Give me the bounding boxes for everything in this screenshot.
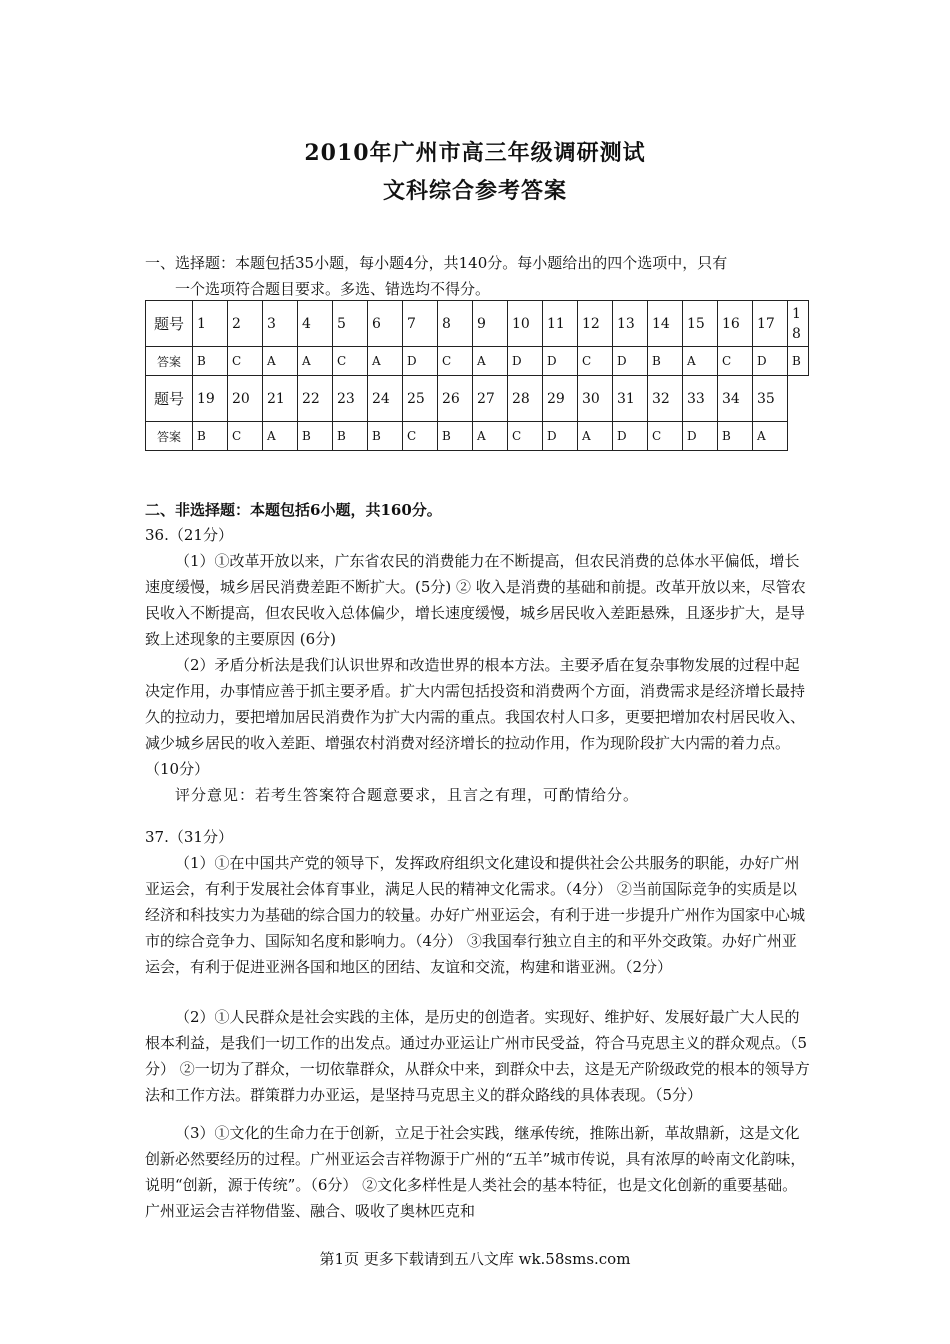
section2-heading: 二、非选择题：本题包括6小题，共160分。 bbox=[145, 501, 442, 519]
ans-cell: B bbox=[438, 422, 473, 451]
ans-cell: C bbox=[403, 422, 438, 451]
num-cell: 20 bbox=[228, 376, 263, 422]
page-footer: 第1页 更多下载请到五八文库 wk.58sms.com bbox=[319, 1250, 631, 1268]
num-cell: 28 bbox=[508, 376, 543, 422]
ans-cell: B bbox=[298, 422, 333, 451]
ans-cell: D bbox=[753, 347, 788, 376]
table-row-answers-2 bbox=[146, 422, 809, 451]
ans-cell: A bbox=[683, 347, 718, 376]
num-cell: 3 bbox=[263, 301, 298, 347]
ans-cell: D bbox=[543, 422, 578, 451]
ans-cell: B bbox=[788, 347, 809, 376]
table-row-numbers-2 bbox=[146, 376, 809, 422]
num-cell: 34 bbox=[718, 376, 753, 422]
q36-heading: 36.（21分） bbox=[145, 526, 233, 544]
ans-cell: A bbox=[263, 347, 298, 376]
num-cell: 10 bbox=[508, 301, 543, 347]
ans-cell: D bbox=[613, 422, 648, 451]
doc-subtitle: 文科综合参考答案 bbox=[382, 178, 567, 204]
ans-cell: D bbox=[508, 347, 543, 376]
ans-cell: D bbox=[683, 422, 718, 451]
section1-intro-line1: 一、选择题：本题包括35小题，每小题4分，共140分。每小题给出的四个选项中，只有 bbox=[145, 254, 728, 272]
num-cell: 9 bbox=[473, 301, 508, 347]
ans-cell: C bbox=[718, 347, 753, 376]
ans-cell: B bbox=[648, 347, 683, 376]
ans-cell: D bbox=[543, 347, 578, 376]
ans-cell: C bbox=[228, 422, 263, 451]
num-cell: 18 bbox=[788, 301, 809, 347]
ans-cell: C bbox=[508, 422, 543, 451]
table-row-numbers-1 bbox=[146, 301, 809, 347]
num-cell: 17 bbox=[753, 301, 788, 347]
num-cell: 11 bbox=[543, 301, 578, 347]
q37-heading: 37.（31分） bbox=[145, 828, 233, 846]
ans-cell: B bbox=[718, 422, 753, 451]
num-cell: 8 bbox=[438, 301, 473, 347]
ans-cell: A bbox=[473, 347, 508, 376]
q36-part2: （2）矛盾分析法是我们认识世界和改造世界的根本方法。主要矛盾在复杂事物发展的过程中起决定作用，办事情应善于抓主要矛盾。扩大内需包括投资和消费两个方面，消费需求是经济增长最持久的拉动力，要把增加居民消费作为扩大内需的重点。我国农村人口多，更要把增加农村居民收入、减少城乡居民的收入差距、增强农村消费对经济增长的拉动作用，作为现阶段扩大内需的着力点。（10分） bbox=[145, 656, 806, 778]
ans-cell: B bbox=[193, 347, 228, 376]
num-cell: 4 bbox=[298, 301, 333, 347]
num-cell: 35 bbox=[753, 376, 788, 422]
num-cell: 33 bbox=[683, 376, 718, 422]
empty-cell bbox=[788, 376, 809, 422]
ans-cell: A bbox=[298, 347, 333, 376]
q36-scoring-note: 评分意见：若考生答案符合题意要求，且言之有理，可酌情给分。 bbox=[175, 786, 640, 804]
num-cell: 5 bbox=[333, 301, 368, 347]
num-cell: 12 bbox=[578, 301, 613, 347]
ans-cell: C bbox=[438, 347, 473, 376]
num-cell: 2 bbox=[228, 301, 263, 347]
section1-intro-line2: 一个选项符合题目要求。多选、错选均不得分。 bbox=[175, 280, 491, 298]
ans-cell: B bbox=[368, 422, 403, 451]
ans-cell: D bbox=[403, 347, 438, 376]
q37-part1: （1）①在中国共产党的领导下，发挥政府组织文化建设和提供社会公共服务的职能，办好广州亚运会，有利于发展社会体育事业，满足人民的精神文化需求。（4分） ②当前国际竞争的实质是以经济和科技实力为基础的综合国力的较量。办好广州亚运会，有利于进一步提升广州作为国家中心城市的综合竞争力、国际知名度和影响力。（4分） ③我国奉行独立自主的和平外交政策。办好广州亚运会，有利于促进亚洲各国和地区的团结、友谊和交流，构建和谐亚洲。（2分） bbox=[145, 854, 806, 976]
ans-cell: C bbox=[333, 347, 368, 376]
num-cell: 21 bbox=[263, 376, 298, 422]
ans-cell: A bbox=[368, 347, 403, 376]
ans-label: 答案 bbox=[146, 347, 193, 376]
ans-cell: A bbox=[473, 422, 508, 451]
num-cell: 14 bbox=[648, 301, 683, 347]
q37-part2: （2）①人民群众是社会实践的主体，是历史的创造者。实现好、维护好、发展好最广大人民的根本利益，是我们一切工作的出发点。通过办亚运让广州市民受益，符合马克思主义的群众观点。（5分） ②一切为了群众，一切依靠群众，从群众中来，到群众中去，这是无产阶级政党的根本的领导方法和工作方法。群策群力办亚运，是坚持马克思主义的群众路线的具体表现。（5分） bbox=[145, 1008, 810, 1104]
num-cell: 23 bbox=[333, 376, 368, 422]
num-cell: 27 bbox=[473, 376, 508, 422]
ans-cell: B bbox=[193, 422, 228, 451]
num-cell: 22 bbox=[298, 376, 333, 422]
num-cell: 25 bbox=[403, 376, 438, 422]
num-cell: 1 bbox=[193, 301, 228, 347]
ans-label: 答案 bbox=[146, 422, 193, 451]
num-cell: 15 bbox=[683, 301, 718, 347]
ans-cell: C bbox=[648, 422, 683, 451]
ans-cell: B bbox=[333, 422, 368, 451]
num-cell: 7 bbox=[403, 301, 438, 347]
table-row-answers-1 bbox=[146, 347, 809, 376]
num-cell: 31 bbox=[613, 376, 648, 422]
num-cell: 6 bbox=[368, 301, 403, 347]
doc-title: 2010年广州市高三年级调研测试 bbox=[304, 140, 646, 166]
ans-cell: D bbox=[613, 347, 648, 376]
num-cell: 30 bbox=[578, 376, 613, 422]
num-cell: 24 bbox=[368, 376, 403, 422]
num-cell: 32 bbox=[648, 376, 683, 422]
num-cell: 13 bbox=[613, 301, 648, 347]
ans-cell: C bbox=[578, 347, 613, 376]
num-cell: 26 bbox=[438, 376, 473, 422]
ans-cell: A bbox=[753, 422, 788, 451]
empty-cell bbox=[788, 422, 809, 451]
q36-part1: （1）①改革开放以来，广东省农民的消费能力在不断提高，但农民消费的总体水平偏低，增长速度缓慢，城乡居民消费差距不断扩大。(5分) ② 收入是消费的基础和前提。改革开放以来，尽管农民收入不断提高，但农民收入总体偏少，增长速度缓慢，城乡居民收入差距悬殊，且逐步扩大，是导致上述现象的主要原因 (6分) bbox=[145, 552, 806, 648]
num-cell: 29 bbox=[543, 376, 578, 422]
section1-intro bbox=[145, 250, 810, 302]
answer-table bbox=[145, 300, 809, 451]
num-label: 题号 bbox=[146, 376, 193, 422]
num-label: 题号 bbox=[146, 301, 193, 347]
num-cell: 19 bbox=[193, 376, 228, 422]
ans-cell: C bbox=[228, 347, 263, 376]
num-cell: 16 bbox=[718, 301, 753, 347]
ans-cell: A bbox=[578, 422, 613, 451]
q37-part3: （3）①文化的生命力在于创新，立足于社会实践，继承传统，推陈出新，革故鼎新，这是文化创新必然要经历的过程。广州亚运会吉祥物源于广州的“五羊”城市传说，具有浓厚的岭南文化韵味，说明“创新，源于传统”。（6分） ②文化多样性是人类社会的基本特征，也是文化创新的重要基础。广州亚运会吉祥物借鉴、融合、吸收了奥林匹克和 bbox=[145, 1124, 806, 1220]
ans-cell: A bbox=[263, 422, 298, 451]
